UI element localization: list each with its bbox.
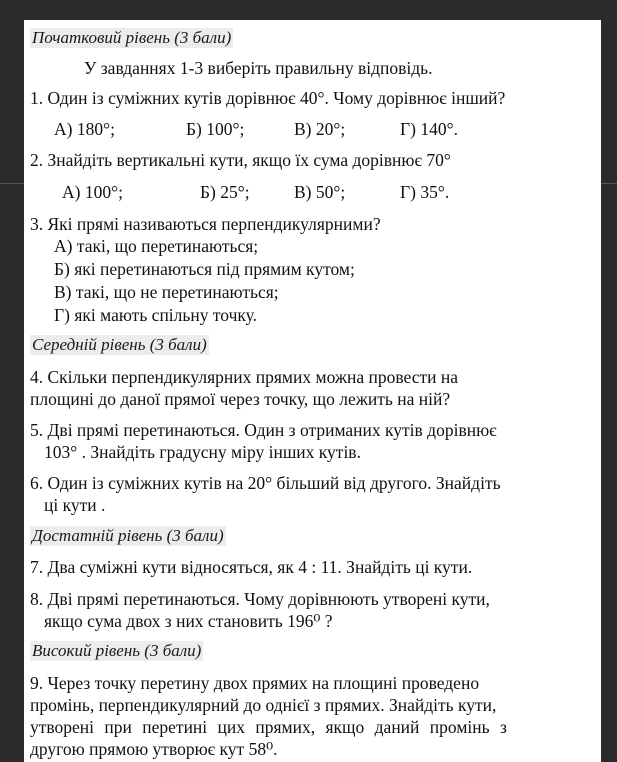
question-6-line-2: ці кути . — [44, 495, 106, 515]
option-b: Б) 25°; — [200, 182, 250, 202]
question-8-line-1: 8. Дві прямі перетинаються. Чому дорівнюють утворені кути, — [30, 589, 490, 609]
question-2-options — [24, 182, 601, 204]
question-3-option-b: Б) які перетинаються під прямим кутом; — [54, 259, 355, 279]
option-a: А) 100°; — [62, 182, 123, 202]
question-9-line-4: другою прямою утворює кут 58⁰. — [30, 739, 278, 759]
instruction: У завданнях 1-3 виберіть правильну відповідь. — [84, 58, 433, 78]
worksheet-page — [24, 20, 601, 762]
level-heading-initial: Початковий рівень (3 бали) — [32, 28, 232, 47]
option-d: Г) 140°. — [400, 119, 458, 139]
question-4-line-2: площині до даної прямої через точку, що лежить на ній? — [30, 389, 451, 409]
level-heading-middle: Середній рівень (3 бали) — [32, 335, 207, 354]
level-heading-high: Високий рівень (3 бали) — [32, 641, 202, 660]
question-7: 7. Два суміжні кути відносяться, як 4 : 11. Знайдіть ці кути. — [30, 557, 473, 577]
question-6-line-1: 6. Один із суміжних кутів на 20° більший від другого. Знайдіть — [30, 473, 501, 493]
question-3-option-d: Г) які мають спільну точку. — [54, 305, 258, 325]
question-5-line-1: 5. Дві прямі перетинаються. Один з отриманих кутів дорівнює — [30, 420, 497, 440]
option-d: Г) 35°. — [400, 182, 450, 202]
question-1: 1. Один із суміжних кутів дорівнює 40°. Чому дорівнює інший? — [30, 88, 506, 108]
level-heading-sufficient: Достатній рівень (3 бали) — [32, 526, 224, 545]
question-2: 2. Знайдіть вертикальні кути, якщо їх сума дорівнює 70° — [30, 150, 451, 170]
option-a: А) 180°; — [54, 119, 115, 139]
question-5-line-2: 103° . Знайдіть градусну міру інших кутів. — [44, 442, 361, 462]
option-c: В) 50°; — [294, 182, 346, 202]
question-3-option-a: А) такі, що перетинаються; — [54, 236, 259, 256]
question-4-line-1: 4. Скільки перпендикулярних прямих можна провести на — [30, 367, 458, 387]
background-line — [0, 183, 24, 184]
question-1-options — [24, 119, 601, 141]
question-8-line-2: якщо сума двох з них становить 196⁰ ? — [44, 611, 333, 631]
question-3-option-c: В) такі, що не перетинаються; — [54, 282, 279, 302]
option-b: Б) 100°; — [186, 119, 245, 139]
question-9-line-2: промінь, перпендикулярний до однієї з прямих. Знайдіть кути, — [30, 695, 497, 715]
question-9-line-3: утворені при перетині цих прямих, якщо даний промінь з — [30, 717, 507, 737]
question-9-line-1: 9. Через точку перетину двох прямих на площині проведено — [30, 673, 480, 693]
question-3: 3. Які прямі називаються перпендикулярними? — [30, 214, 381, 234]
option-c: В) 20°; — [294, 119, 346, 139]
